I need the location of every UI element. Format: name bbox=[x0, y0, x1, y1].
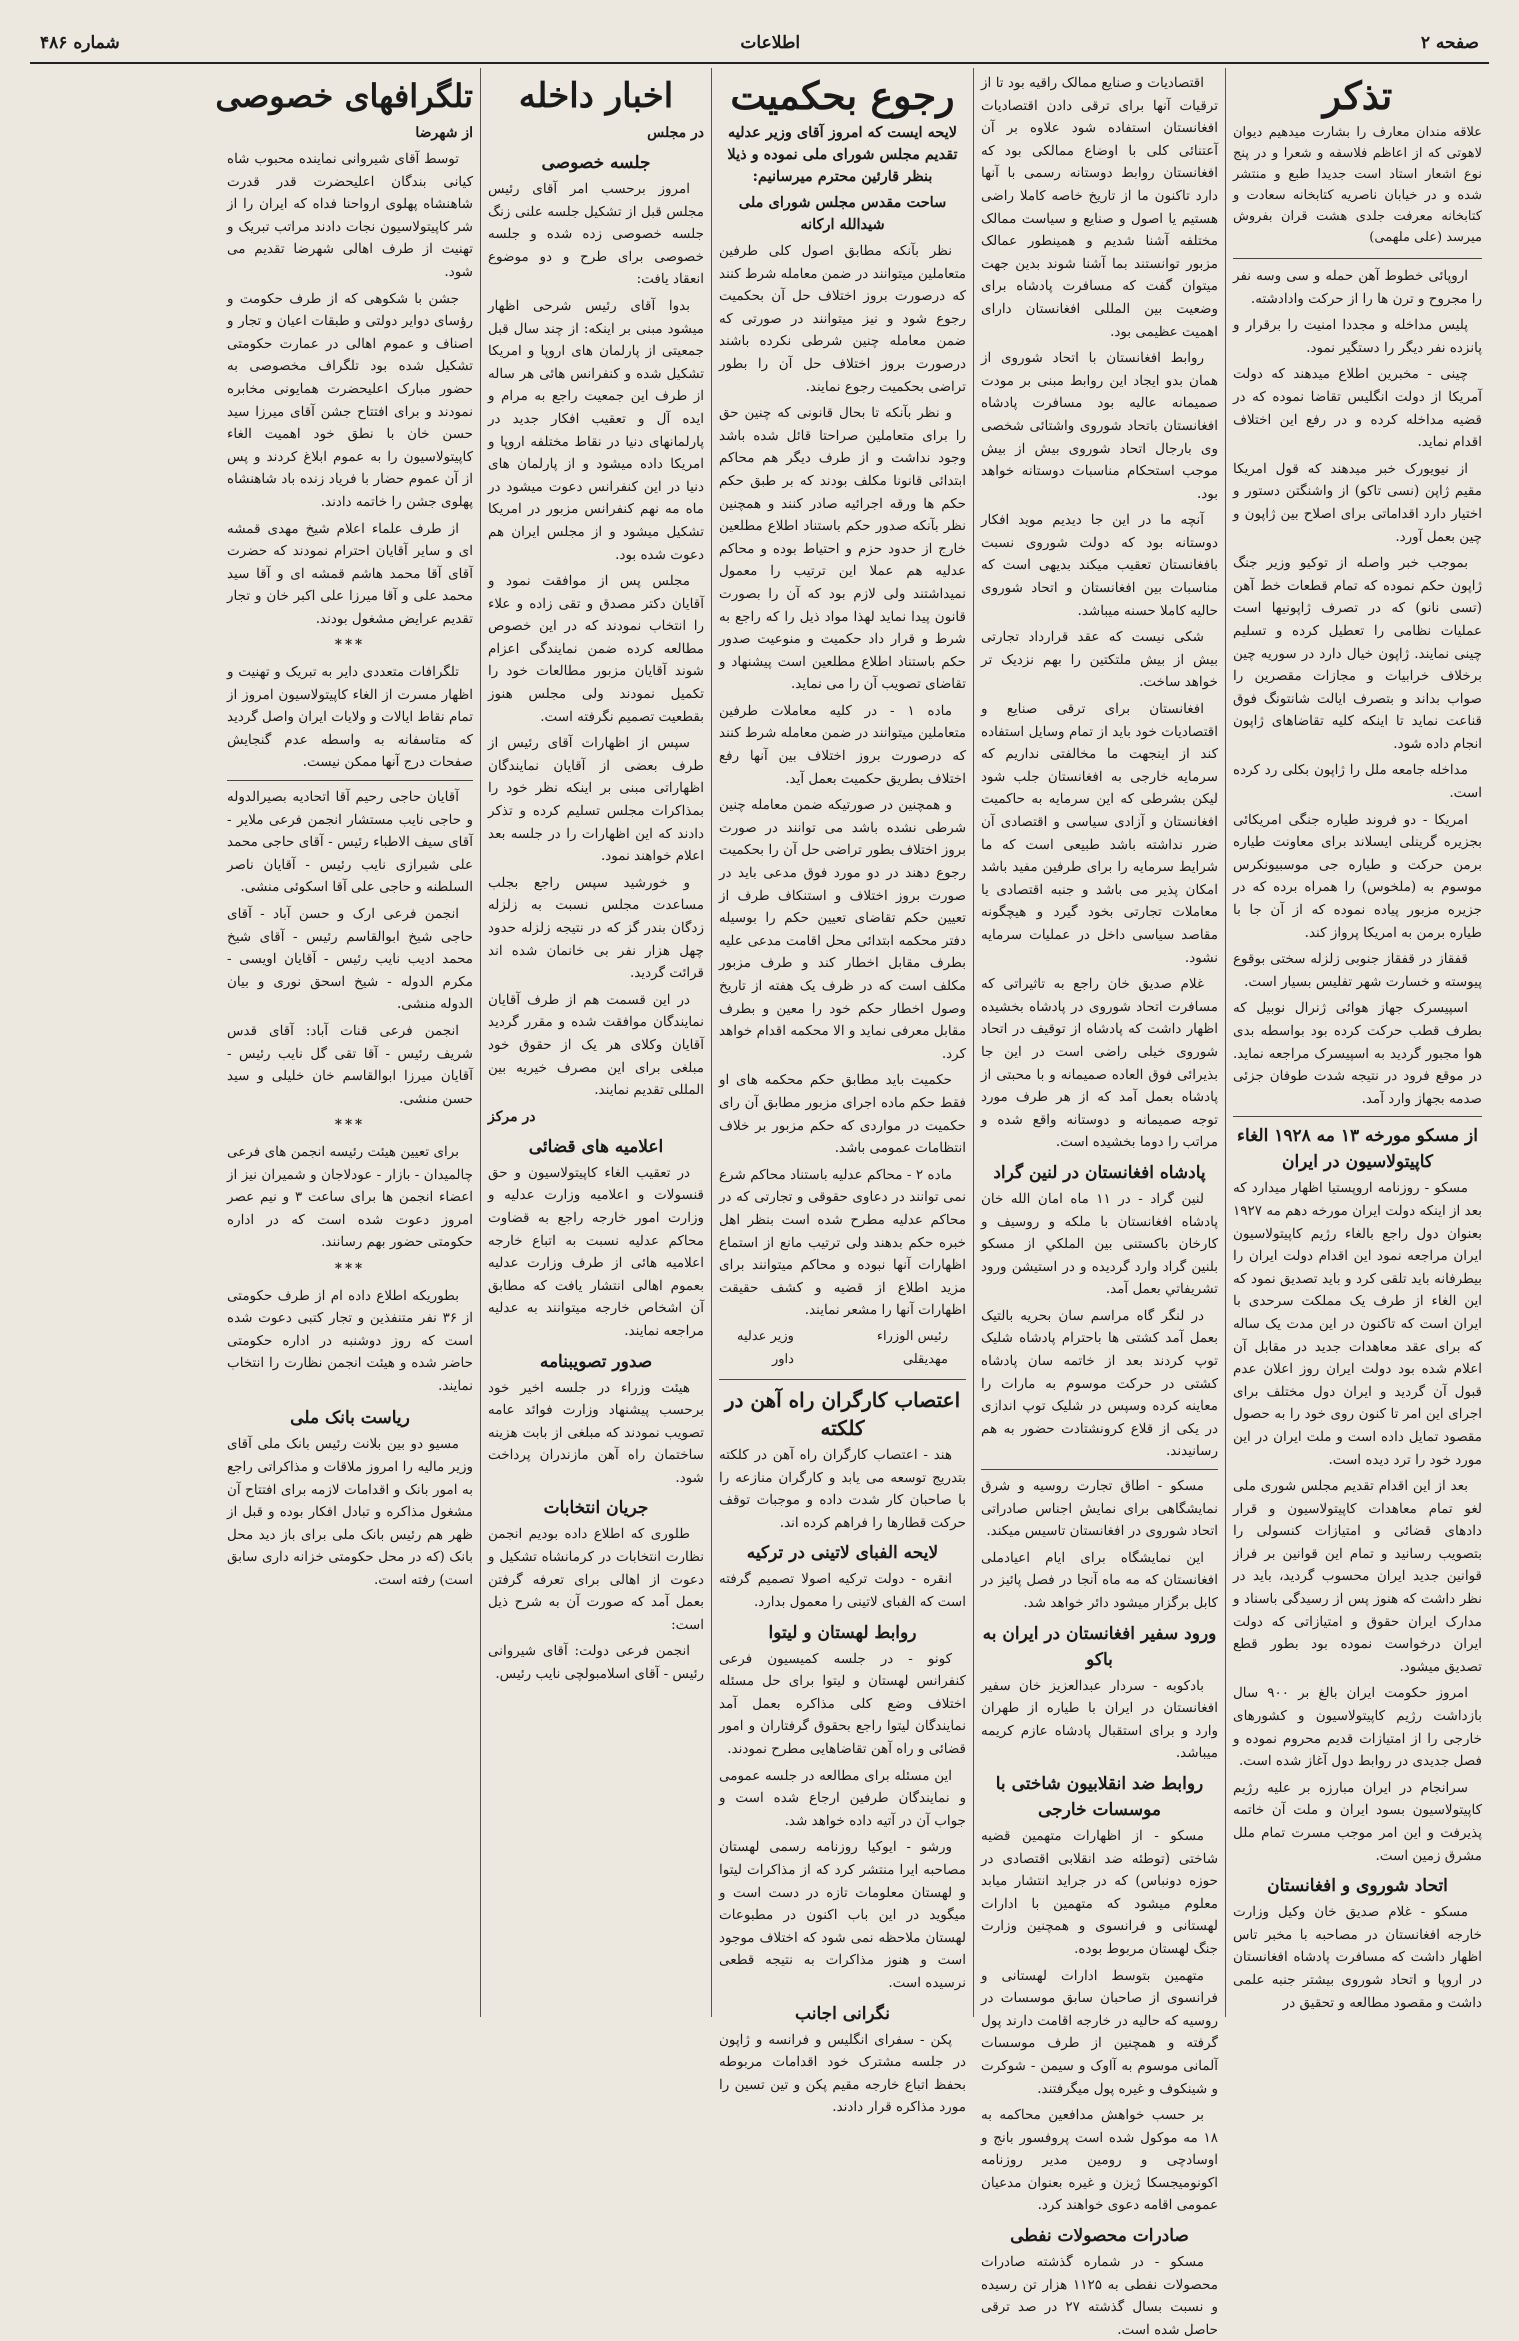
divider bbox=[227, 780, 473, 781]
paper-name: اطلاعات bbox=[740, 33, 801, 53]
paragraph: در این قسمت هم از طرف آقایان نمایندگان موافقت شده و مقرر گردید آقایان وکلای هر یک از حقوق خود مبلغی برای این مصرف خیریه بین المللی تقدیم نمایند. bbox=[488, 991, 704, 1099]
section-heading: صدور تصویبنامه bbox=[539, 1351, 653, 1372]
paragraph: طلوری که اطلاع داده بودیم انجمن نظارت انتخابات در کرمانشاه تشکیل و دعوت از اهالی برای تعرفه گرفتن بعمل آمد که صورت آن به شرح ذیل است: bbox=[488, 1526, 704, 1633]
paragraph: کونو - در جلسه کمیسیون فرعی کنفرانس لهستان و لیتوا برای حل مسئله اختلاف وضع کلی مذاکره بعمل آمد نمایندگان لیتوا راجع بحقوق گرفتاران و امور قضائی و راه آهن تقاضاهایی مطرح نمودند. bbox=[719, 1650, 966, 1758]
paragraph: آقایان حاجی رحیم آقا اتحادیه بصیرالدوله و حاجی نایب مستشار انجمن فرعی ملایر - آقای سیف الاطباء رئیس - آقای حاجی محمد علی شیرازی نایب رئیس - آقایان ناصر السلطنه و حاجی علی آقا اسکوئی منشی. bbox=[227, 789, 473, 896]
paragraph: حکمیت باید مطابق حکم محکمه های او فقط حکم ماده اجرای مزبور مطابق آن رای حکمیت در مواردی که حکم مزبور بر خلاف انتظامات عمومی باشد. bbox=[719, 1072, 966, 1157]
paragraph: امروز حکومت ایران بالغ بر ۹۰۰ سال بازداشت رژیم کاپیتولاسیون و کشورهای خارجی را از امتیازات قدیم محروم نموده و فصل جدیدی در روابط دول آغاز شده است. bbox=[1233, 1685, 1482, 1770]
paragraph: افغانستان برای ترقی صنایع و اقتصادیات خود باید از تمام وسایل استفاده کند از اینجهت ما مخالفتی نداریم که سرمایه خارجی به افغانستان جلب شود لیکن بشرطی که این سرمایه به حاکمیت افغانستان و آزادی سیاسی و اقتصادی آن ضرر نداشته باشد طبیعی است که ما شرایط سرمایه را برای طرفین مفید باشد امکان پذیر می باشد و جنبه اقتصادی یا معاملات تجارتی بخود گیرد و هیچگونه مقاصد سیاسی داخل در عملیات سرمایه نشود. bbox=[981, 701, 1218, 966]
section-heading: از مسکو مورخه ۱۳ مه ۱۹۲۸ الغاء کاپیتولاسیون در ایران bbox=[1237, 1126, 1478, 1173]
paragraph: بر حسب خواهش مدافعین محاکمه به ۱۸ مه موکول شده است پروفسور بانج و اوسادچی و رومین مدیر روزنامه اکونومیجسکا ژیزن و غیره بعنوان مدعیان عمومی اقامه دعوی خواهند کرد. bbox=[981, 2107, 1218, 2214]
paragraph: سپس از اظهارات آقای رئیس از طرف بعضی از آقایان نمایندگان اظهاراتی مبنی بر اینکه نظر خود را بمذاکرات مجلس تسلیم کرده و تذکر دادند که این اظهارات را در جلسه بعد اعلام خواهند نمود. bbox=[488, 735, 704, 865]
paragraph: نظر بآنکه مطابق اصول کلی طرفین متعاملین میتوانند در ضمن معامله شرط کنند که درصورت بروز اختلاف حل آن بحکمیت رجوع شود و نیز میتوانند در صورتی که ضمن معامله چنین شرطی نکرده باشند درصورت بروز اختلاف حل آن را بطور تراضی بحکمیت رجوع نمایند. bbox=[719, 243, 966, 395]
paragraph: انجمن فرعی ارک و حسن آباد - آقای حاجی شیخ ابوالقاسم رئیس - آقای شیخ محمد ادیب نایب رئیس - آقایان اویسی - مکرم الدوله - شیخ اسحق نوری و بیان الدوله منشی. bbox=[227, 906, 473, 1013]
paragraph: غلام صدیق خان راجع به تاثیراتی که مسافرت اتحاد شوروی در پادشاه بخشیده اظهار داشت که پادشاه از توقیف در اتحاد شوروی خیلی راضی است در این جا بذیرائی فوق العاده صمیمانه و با محبتی از پادشاه بعمل آمد که از هر طرف مورد توجه صمیمانه و دوستانه واقع شده و مراتب را دوما بخشیده است. bbox=[981, 976, 1218, 1151]
paragraph: انجمن فرعی دولت: آقای شیروانی رئیس - آقای اسلامبولچی نایب رئیس. bbox=[488, 1643, 704, 1683]
paragraph: روابط افغانستان با اتحاد شوروی از همان بدو ایجاد این روابط مبنی بر مودت صمیمانه عالیه بود مسافرت پادشاه افغانستان باتحاد شوروی واشتائی شخصی وی بارجال اتحاد شوروی بیش از بیش موجب استحکام مناسبات دوستانه خواهد بود. bbox=[981, 350, 1218, 502]
paragraph: اروپائی خطوط آهن حمله و سی وسه نفر را مجروح و ترن ها را از حرکت وادادشته. bbox=[1233, 268, 1482, 307]
paragraph: سرانجام در ایران مبارزه بر علیه رژیم کاپیتولاسیون بسود ایران و ملت آن خاتمه پذیرفت و این امر موجب مسرت تمام ملل مشرق زمین است. bbox=[1233, 1779, 1482, 1864]
paragraph: بطوریکه اطلاع داده ام از طرف حکومتی از ۳۶ نفر متنفذین و تجار کتبی دعوت شده است که روز دوشنبه در اداره حکومتی حاضر شده و هیئت انجمن نظارت را انتخاب نمایند. bbox=[227, 1287, 473, 1394]
paragraph: از طرف علماء اعلام شیخ مهدی قمشه ای و سایر آقایان احترام نمودند که حضرت آقای آقا محمد هاشم قمشه ای و آقا سید محمد علی و آقا میرزا علی اکبر خان و تجار تقدیم عرایض مشغول بودند. bbox=[227, 520, 473, 627]
signature-pm bbox=[877, 1326, 948, 1371]
columns bbox=[30, 68, 1489, 2338]
paragraph: بادکوبه - سردار عبدالعزیز خان سفیر افغانستان در ایران با طیاره از طهران وارد و برای استقبال پادشاه عازم کریمه میباشد. bbox=[981, 1677, 1218, 1762]
section-heading: روابط لهستان و لیتوا bbox=[768, 1622, 917, 1643]
section-heading: اعتصاب کارگران راه آهن در کلکته bbox=[724, 1388, 961, 1441]
section-heading: جلسه خصوصی bbox=[541, 153, 651, 173]
paragraph: مسکو - در شماره گذشته صادرات محصولات نفطی به ۱۱۲۵ هزار تن رسیده و نسبت بسال گذشته ۲۷ در صد ترقی حاصل شده است. bbox=[981, 2254, 1218, 2338]
paragraph: لنین گراد - در ۱۱ ماه امان الله خان پادشاه افغانستان با ملکه و روسیف و کارخان باکستنی بين الملكي از مسكو بلنين گراد وارد گرديده و در استيشن ورود تشريفاتي بعمل آمد. bbox=[981, 1190, 1218, 1298]
section-heading: اعلامیه های قضائی bbox=[528, 1136, 664, 1157]
paragraph: و خورشید سپس راجع بجلب مساعدت مجلس نسبت به زلزله زدگان بندر گز که در نتیجه زلزله حدود چهل هزار نفر بی خانمان شده اند قرائت گردید. bbox=[488, 874, 704, 982]
paragraph: امروز برحسب امر آقای رئیس مجلس قبل از تشکیل جلسه علنی زنگ جلسه خصوصی زده شده و جلسه خصوصی برای طرح و دو موضوع انعقاد یافت: bbox=[488, 181, 704, 288]
paragraph: اسپیسرک جهاز هوائی ژنرال نوبیل که بطرف قطب حرکت کرده بود بواسطه بدی هوا مجبور گردید به اسپیسرک مراجعه نماید. در موقع فرود در نتیجه شدت طوفان جزئی صدمه بجهاز وارد آمد. bbox=[1233, 1000, 1482, 1107]
paragraph: و نظر بآنکه تا بحال قانونی که چنین حق را برای متعاملین صراحتا قائل شده باشد وجود نداشت و از طرف دیگر هم محاکم ابتدائی قانونا مکلف بودند که بر طبق حکم حکم ها ورقه اجرائیه صادر کنند و همچنین نظر بآنکه صدور حکم باستناد اطلاع مطلعین خارج از حدود حزم و احتیاط بوده و محاکم عدلیه هم عملا این ترتیب را معمول نمیداشتند ولی لازم بود که آن را بصورت قانون پیدا نماید لهذا مواد ذیل را که راجع به شرط و قرار داد حکمیت و منوعیت صدور حکم باستناد اطلاع مطلعین است پیشنهاد و تقاضای تصویب آن را می نماید. bbox=[719, 405, 966, 693]
signature-title: وزیر عدلیه bbox=[737, 1328, 794, 1344]
signature-justice bbox=[737, 1326, 794, 1371]
column-afghanistan bbox=[973, 68, 1225, 2338]
paragraph: متهمین بتوسط ادارات لهستانی و فرانسوی از صاحبان سابق موسسات در روسیه که حالیه در خارجه اقامت دارند پول گرفته و همچنین از طرف موسسات آلمانی موسوم به آاوک و سیمن - شوکرت و شینکوف و غیره پول میگرفتند. bbox=[981, 1967, 1218, 2097]
paragraph: توسط آقای شیروانی نماینده محبوب شاه کیانی بندگان اعلیحضرت قدر قدرت شاهنشاه پهلوی ارواحنا فداه که ایران را از شر کاپیتولاسیون نجات دادند مراتب تبریک و تهنیت از طرف اهالی شهرضا تقدیم می شود. bbox=[227, 151, 473, 280]
paragraph: این نمایشگاه برای ایام اعیادملی افغانستان که مه ماه آنجا در فصل پائیز در کابل برگزار میشود دائر خواهد شد. bbox=[981, 1549, 1218, 1611]
paragraph: ورشو - ایوکیا روزنامه رسمی لهستان مصاحبه ایرا منتشر کرد که از مذاکرات لیتوا و لهستان معلومات تازه در دست است و میگوید در این باب اکنون در مطبوعات لهستان ملاحظه نمی شود که اختلاف موجود است و هنوز مذاکرات به نتیجه قطعی نرسیده است. bbox=[719, 1839, 966, 1991]
paragraph: این مسئله برای مطالعه در جلسه عمومی و نمایندگان طرفین ارجاع شده است و جواب آن در آتیه داده خواهد شد. bbox=[719, 1767, 966, 1829]
paragraph: ماده ۲ - محاکم عدلیه باستناد محاکم شرع نمی توانند در دعاوی حقوقی و تجارتی که در محاکم عدلیه مطرح شده است بنظر اهل خبره حکم بدهند ولی ترتیب مانع از استماع اظهارات آنها نبوده و محاکم میتوانند برای مزید اطلاع از قضیه و کشف حقیقت اظهارات آنها را مشعر نمایند. bbox=[719, 1166, 966, 1319]
column-title: رجوع بحکمیت bbox=[730, 73, 955, 118]
paragraph: مسکو - روزنامه اروپستیا اظهار میدارد که بعد از اینکه دولت ایران مورخه دهم مه ۱۹۲۷ بعنوان دول راجع بالغاء رژیم کاپیتولاسیون ایران مراجعه نمود این اقدام دولت ایران را بیطرفانه باید تلقی کرد و باید تصدیق نمود که این الغاء از طرف یک مملکت سرحدی با ایران است که تاکنون در این مدت یک ساله که برای عقد معاهدات جدید در مقابل آن اعلام شده بود دولت ایران روز اعلان عدم قبول آن گردید و ایران دول مختلف برای اجرای این امر تا کنون روی خود را به حصول مقصود تمایل داده است و ملت ایران در این مورد خود را ترد دیده است. bbox=[1233, 1180, 1482, 1468]
column-title: تذکر bbox=[1322, 73, 1393, 118]
section-heading: جریان انتخابات bbox=[543, 1498, 649, 1519]
section-subtitle: در مرکز bbox=[488, 1108, 536, 1125]
paragraph: چینی - مخبرین اطلاع میدهند که دولت آمریکا از دولت انگلیس تقاضا نموده که در قضیه مداخله کرده و در رفع این اختلاف اقدام نماید. bbox=[1233, 366, 1482, 451]
paragraph: ماده ۱ - در کلیه معاملات طرفین متعاملین میتوانند در ضمن معامله شرط کنند که درصورت بروز اختلاف بین آنها رفع اختلاف بطریق حکمیت بعمل آید. bbox=[719, 702, 966, 787]
announcement-text: علاقه مندان معارف را بشارت میدهیم دیوان لاهوتی که از اعاظم فلاسفه و شعرا و در پنج نوع اشعار استاد است جدیدا طبع و منتشر شده و در خیابان ناصریه کتابخانه سعادت و کتابخانه معرفت جلدی هشت قران بفروش میرسد (علی ملهمی) bbox=[1233, 125, 1482, 245]
paragraph: انقره - دولت ترکیه اصولا تصمیم گرفته است که الفبای لاتینی را معمول بدارد. bbox=[719, 1571, 966, 1611]
separator-stars: *** bbox=[334, 1260, 366, 1277]
divider bbox=[1233, 1116, 1482, 1117]
section-heading: لایحه الفبای لاتینی در ترکیه bbox=[746, 1543, 939, 1564]
address-text: ساحت مقدس مجلس شورای ملی شیدالله ارکانه bbox=[738, 194, 947, 233]
page-number: صفحه ۲ bbox=[1420, 33, 1479, 53]
paragraph: اقتصادیات و صنایع ممالک راقیه بود تا از ترقیات آنها برای ترقی دادن اقتصادیات افغانستان استفاده شود علاوه بر آن آعتنائی کلی با اوضاع ممالکی بود که افغانستان روابط دوستانه رسمی با آنها دارد تاکنون ما از تاریخ خاصه کاملا راضی هستیم یا اصول و صنایع و سیاست ممالک مختلفه آشنا شدیم و همینطور عمالک مزبور توانستند بما آشنا شوند بدین جهت میتوان گفت که مسافرت پادشاه برای وضعیت بین المللی افغانستان دارای اهمیت عظیمی بود. bbox=[981, 75, 1218, 340]
section-heading: صادرات محصولات نفطی bbox=[1010, 2226, 1189, 2247]
column-subtitle: از شهرضا bbox=[415, 125, 473, 141]
paragraph: بموجب خبر واصله از توکیو وزیر جنگ ژاپون حکم نموده که تمام قطعات خط آهن (تسی نانو) که در تصرف ژاپونیها است عملیات نظامی را تعطیل کرده و تسلیم چینی نمایند. ژاپون خیال دارد در سوریه چین برخلاف خرابیات و مجازات مقصرین را صواب بداند و بتصرف ایالت شانتونگ فوق قناعت نماید تا اینکه کلیه تقاضاهای ژاپون انجام داده شود. bbox=[1233, 555, 1482, 752]
issue-number: شماره ۴۸۶ bbox=[40, 33, 120, 53]
paragraph: پلیس مداخله و مجددا امنیت را برقرار و پانزده نفر دیگر را دستگیر نمود. bbox=[1233, 317, 1482, 356]
column-subtitle: در مجلس bbox=[647, 125, 704, 141]
paragraph: مجلس پس از موافقت نمود و آقایان دکتر مصدق و تقی زاده و علاء را انتخاب نمودند که در این خصوص مطالعه کرده ضمن نمایندگی اعزام شوند آقایان مزبور مطالعات خود را تکمیل نمودند ولی مجلس هنوز بقطعیت تصمیم نگرفته است. bbox=[488, 573, 704, 725]
header-rule bbox=[30, 62, 1489, 64]
column-arbitration bbox=[711, 68, 973, 2116]
page-header bbox=[40, 28, 1479, 58]
paragraph: برای تعیین هیئت رئیسه انجمن های فرعی چالمیدان - بازار - عودلاجان و شمیران نیز از اعضاء انجمن ها برای ساعت ۳ و نیم عصر امروز دعوت شده است که در اداره حکومتی حضور بهم رسانند. bbox=[227, 1143, 473, 1251]
paragraph: مسکو - اطاق تجارت روسیه و شرق نمایشگاهی برای نمایش اجناس صادراتی اتحاد شوروی در افغانستان تاسیس میکند. bbox=[981, 1478, 1218, 1540]
column-domestic-news bbox=[480, 68, 711, 2017]
paragraph: آنچه ما در این جا دیدیم موید افکار دوستانه بود که دولت شوروی نسبت بافغانستان تعقیب میکند بدیهی است که مناسبات بین افغانستان و اتحاد شوروی حالیه کاملا حسنه میباشد. bbox=[981, 512, 1218, 619]
paragraph: از نیویورک خبر میدهند که قول امریکا مقیم ژاپن (نسی تاکو) از واشنگتن دستور و اختیار دارد اقداماتی برای اصلاح بین ژاپون و چین بعمل آورد. bbox=[1233, 460, 1482, 545]
paragraph: پکن - سفرای انگلیس و فرانسه و ژاپون در جلسه مشترک خود اقدامات مربوطه بحفظ اتباع خارجه مقیم پکن و تین تسین را مورد مذاکره قرار دادند. bbox=[719, 2031, 966, 2116]
paragraph: و همچنین در صورتیکه ضمن معامله چنین شرطی نشده باشد می توانند در صورت بروز اختلاف بطور تراضی حل آن را بحکمیت رجوع دهند در دو مورد فوق مدعی باید در صورت بروز اختلاف و استنکاف طرف از تعیین حکم تقاضای تعیین حکم را بوسیله دفتر محکمه ابتدائی محل اقامت مدعی علیه بطرف مقابل اخطار کند و طرف مزبور مکلف است که در ظرف یک هفته از تاریخ وصول اخطار حکم خود را معین و بطرف مقابل معرفی نماید و الا محکمه اقدام خواهد کرد. bbox=[719, 797, 966, 1062]
paragraph: بدوا آقای رئیس شرحی اظهار میشود مبنی بر اینکه: از چند سال قبل جمعیتی از پارلمان های اروپا و امریکا تشکیل شده و کنفرانس هائی هر ساله از طرف این جمعیت راجع به مرام و ایده آل و تعقیب افکار جدید در پارلمانهای دنیا در نقاط مختلفه اروپا و امریکا داده میشود و از پارلمان های دنیا در این کنفرانس دعوت میشود در ماه مه نهم کنفرانس مزبور در امریکا تشکیل میشود و از مجلس ایران هم دعوت شده بود. bbox=[488, 297, 704, 563]
paragraph: امریکا - دو فروند طیاره جنگی امریکائی بجزیره گرینلی ایسلاند برای معاونت طیاره برمن حرکت و طیاره جی موسبیونکرس موسوم به (ملخوس) را همراه برده که در جزیره مزبور پیاده نموده که از آن جا با طیاره برمن به امریکا پرواز کند. bbox=[1233, 811, 1482, 941]
paragraph: انجمن فرعی قنات آباد: آقای قدس شریف رئیس - آقا تقی گل نایب رئیس - آقایان میرزا ابوالقاسم خان خلیلی و سید حسن منشی. bbox=[227, 1022, 473, 1107]
section-heading: ورود سفیر افغانستان در ایران به باکو bbox=[982, 1623, 1217, 1670]
paragraph: مسکو - غلام صدیق خان وکیل وزارت خارجه افغانستان در مصاحبه با مخبر تاس اظهار داشت که مسافرت پادشاه افغانستان در اروپا و اتحاد شوروی بیشتر جنبه علمی داشت و مقصود مطالعه و تحقیق در bbox=[1233, 1904, 1482, 2011]
section-heading: ریاست بانک ملی bbox=[290, 1408, 410, 1429]
section-heading: اتحاد شوروی و افغانستان bbox=[1267, 1876, 1448, 1897]
section-heading: روابط ضد انقلابیون شاختی با موسسات خارجی bbox=[995, 1773, 1204, 1820]
announcement-box bbox=[1233, 122, 1482, 259]
signature-name: داور bbox=[771, 1351, 794, 1367]
paragraph: جشن با شکوهی که از طرف حکومت و رؤسای دوایر دولتی و طبقات اعیان و تجار و اصناف و عموم اهالی در عمارت حکومتی تشکیل شده بود تلگراف مخصوصی به حضور مبارک اعلیحضرت همایونی مخابره نمودند و برای افتتاح جشن آقای میرزا سید حسن خان با نطق خود اهمیت الغاء کاپیتولاسیون را به عموم ابلاغ کردند و پس از آن عموم حضار با فریاد زنده باد شاهنشاه پهلوی جشن را خاتمه دادند. bbox=[227, 290, 473, 510]
column-title: تلگرافهای خصوصی bbox=[215, 77, 473, 115]
paragraph: مسکو - از اظهارات متهمین قضیه شاختی (توطئه ضد انقلابی اقتصادی در حوزه دونباس) که در جراید انتشار میابد معلوم میشود که متهمین با ادارات لهستانی و فرانسوی و همچنین وزارت جنگ لهستان مربوط بوده. bbox=[981, 1827, 1218, 1957]
divider bbox=[981, 1469, 1218, 1470]
paragraph: بعد از این اقدام تقدیم مجلس شوری ملی لغو تمام معاهدات کاپیتولاسیون و قرار دادهای قضائی و امتیازات کنسولی را بتصویب رسانید و تمام این قوانین بر فراز قوانین جدید ایران محسوب گردید، باید در نظر داشت که هنوز پس از رسیدگی باسناد و مدارک ایران حقوق و امتیازاتی که دولت ایران درخواست نموده بود بطور قطع تصدیق میشود. bbox=[1233, 1478, 1482, 1675]
signatures bbox=[719, 1326, 966, 1371]
paragraph: هند - اعتصاب کارگران راه آهن در کلکته بتدریج توسعه می یابد و کارگران منازعه را با صاحبان کار شدت داده و موجبات توقف حرکت قطارها را فراهم کرده اند. bbox=[719, 1447, 966, 1531]
divider bbox=[719, 1379, 966, 1380]
paragraph: تلگرافات متعددی دایر به تبریک و تهنیت و اظهار مسرت از الغاء کاپیتولاسیون امروز از تمام نقاط ایالات و ولایات ایران واصل گردید که متاسفانه به واسطه عدم گنجایش صفحات درج آنها ممکن نیست. bbox=[227, 664, 473, 771]
paragraph: در تعقیب الغاء کاپیتولاسیون و حق قنسولات و اعلامیه وزارت عدلیه و وزارت امور خارجه راجع به قضاوت محاکم عدلیه نسبت به اتباع خارجه اعلامیه هائی از طرف وزارت عدلیه بعموم اهالی انتشار یافت که مطابق آن اشخاص خارجه میتوانند به عدلیه مراجعه نمایند. bbox=[488, 1164, 704, 1339]
paragraph: مداخله جامعه ملل را ژاپون بکلی رد کرده است. bbox=[1233, 762, 1482, 802]
section-heading: نگرانی اجانب bbox=[795, 2003, 890, 2024]
column-private-telegrams bbox=[215, 68, 480, 2017]
paragraph: قفقاز در قفقاز جنوبی زلزله سختی بوقوع پیوسته و خسارت شهر تفلیس بسیار است. bbox=[1233, 951, 1482, 990]
paragraph: شکی نیست که عقد قرارداد تجارتی بیش از بیش ملتکتین را بهم نزدیک تر خواهد ساخت. bbox=[981, 629, 1218, 691]
lead-text: لایحه ایست که امروز آقای وزیر عدلیه تقدیم مجلس شورای ملی نموده و ذیلا بنظر قارئین محترم میرسانیم: bbox=[727, 124, 958, 185]
section-heading: پادشاه افغانستان در لنین گراد bbox=[993, 1162, 1206, 1183]
signature-name: مهدیقلی bbox=[902, 1351, 948, 1367]
separator-stars: *** bbox=[334, 1117, 366, 1134]
separator-stars: *** bbox=[334, 637, 366, 654]
paragraph: مسیو دو بین بلانت رئیس بانک ملی آقای وزیر مالیه را امروز ملاقات و مذاکراتی راجع به امور بانک و اقدامات لازمه برای افتتاح آن مشغول مذاکره و تبادل افکار بوده و قبل از ظهر هم رئیس بانک ملی برای باز دید محل بانک (که در محل حکومتی خزانه داری سابق است) رفته است. bbox=[227, 1436, 473, 1589]
paragraph: در لنگر گاه مراسم سان بحریه بالتیک بعمل آمد کشتی ها باحترام پادشاه شلیک توپ کردند بعد از خاتمه سان پادشاه کشتی در حرکت موسوم به مارات را معاینه کرده وسپس در شلیک توپ اندازی در یکی از قلاع کرونشتادت حضور به هم رسانیدند. bbox=[981, 1307, 1218, 1460]
signature-title: رئیس الوزراء bbox=[876, 1328, 948, 1344]
paragraph: هیئت وزراء در جلسه اخیر خود برحسب پیشنهاد وزارت فوائد عامه تصویب نمودند که مبلغی از بابت هزینه ساختمان راه آهن مازندران پرداخت شود. bbox=[488, 1379, 704, 1486]
column-tazakor bbox=[1225, 68, 1489, 2017]
column-title: اخبار داخله bbox=[518, 76, 674, 116]
